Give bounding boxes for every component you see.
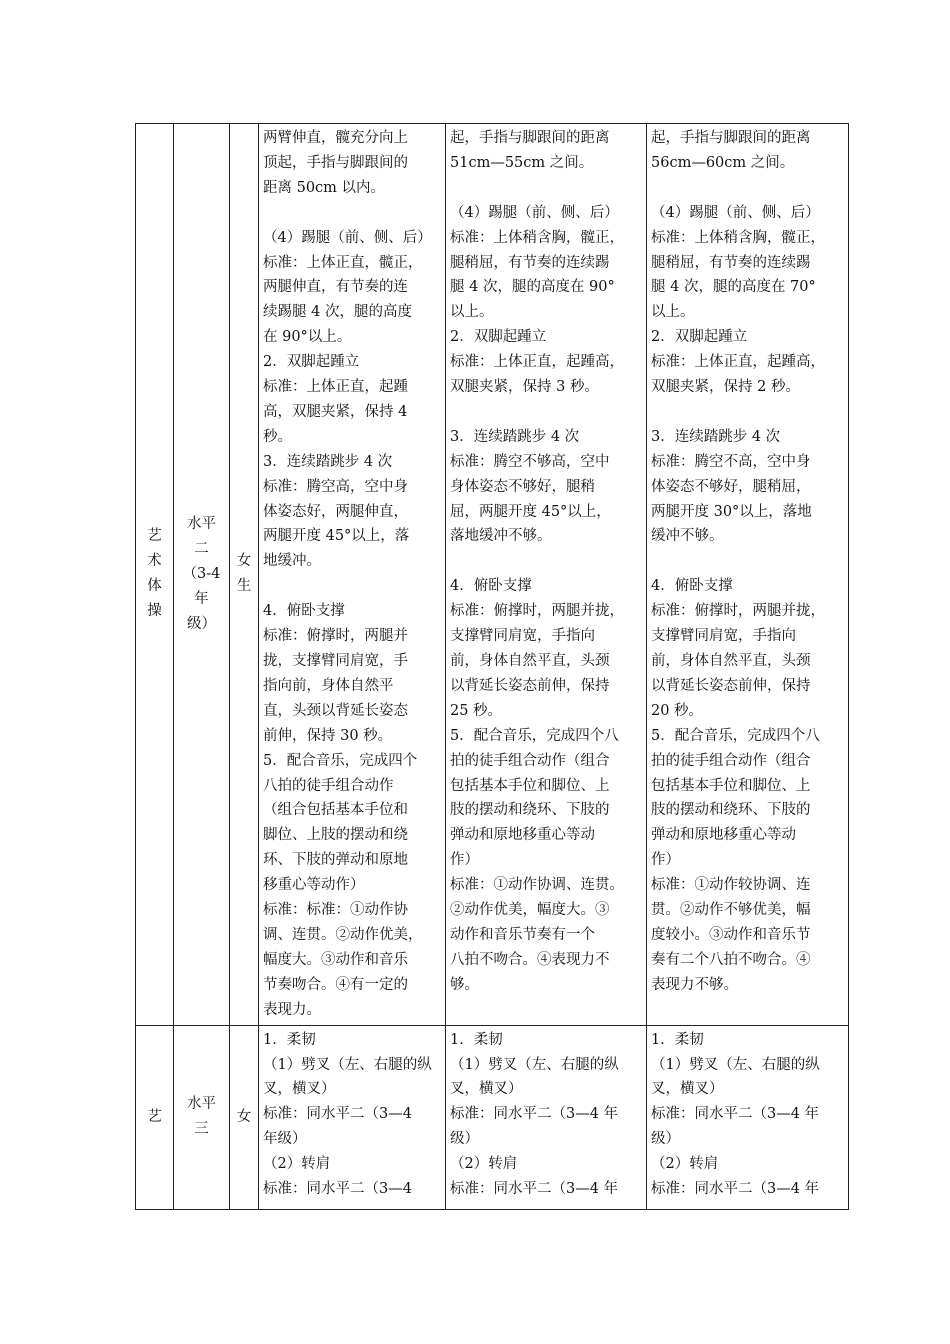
cell-label: （3-4: [182, 565, 221, 582]
cell-line: 八拍的徒手组合动作: [263, 777, 394, 794]
cell-line: 叉，横叉）: [651, 1081, 724, 1098]
cell-line: 5．配合音乐，完成四个八: [651, 727, 820, 744]
cell-line: 腿稍屈，有节奏的连续踢: [450, 254, 610, 271]
cell-line: 以背延长姿态前伸，保持: [651, 677, 811, 694]
cell-line: 身体姿态不够好，腿稍: [450, 478, 595, 495]
cell-line: 指向前，身体自然平: [263, 677, 394, 694]
cell-line: 4．俯卧支撑: [651, 578, 733, 595]
cell-line: （2）转肩: [450, 1156, 518, 1173]
cell-line: 年级）: [263, 1131, 307, 1148]
cell-line: 双腿夹紧，保持 3 秒。: [450, 379, 599, 396]
cell-line: 以背延长姿态前伸，保持: [450, 677, 610, 694]
cell-line: 动作和音乐节奏有一个: [450, 926, 595, 943]
cell-line: 作）: [450, 852, 479, 869]
cell-line: 幅度大。③动作和音乐: [263, 951, 408, 968]
cell-line: （1）劈叉（左、右腿的纵: [263, 1056, 432, 1073]
cell-line: 4．俯卧支撑: [450, 578, 532, 595]
blank-line: [450, 400, 642, 425]
cell-line: ②动作优美，幅度大。③: [450, 902, 610, 919]
cell-line: 级）: [450, 1131, 479, 1148]
cell-line: 落地缓冲不够。: [450, 528, 552, 545]
cell-line: 腿 4 次，腿的高度在 90°: [450, 279, 615, 296]
cell-line: 1．柔韧: [450, 1031, 503, 1048]
cell-line: 包括基本手位和脚位、上: [651, 777, 811, 794]
cell-line: 双腿夹紧，保持 2 秒。: [651, 379, 800, 396]
cell-line: （组合包括基本手位和: [263, 802, 408, 819]
standard-good-cell: [446, 1025, 647, 1209]
cell-line: 标准：同水平二（3—4 年: [651, 1106, 820, 1123]
cell-line: 标准：上体正直，起踵: [263, 379, 408, 396]
cell-line: 5．配合音乐，完成四个八: [450, 727, 619, 744]
cell-line: 肢的摆动和绕环、下肢的: [450, 802, 610, 819]
cell-label: 水平: [187, 1096, 216, 1113]
cell-line: 标准：俯撑时，两腿并拢，: [450, 603, 624, 620]
cell-line: 1．柔韧: [651, 1031, 704, 1048]
cell-line: 标准：俯撑时，两腿并: [263, 628, 408, 645]
cell-line: 5．配合音乐，完成四个: [263, 752, 418, 769]
cell-line: 体姿态不够好，腿稍屈，: [651, 478, 811, 495]
cell-label: 年: [194, 590, 209, 607]
cell-line: 续踢腿 4 次，腿的高度: [263, 304, 412, 321]
standards-table: [135, 123, 849, 1210]
cell-line: 高，双腿夹紧，保持 4: [263, 403, 408, 420]
cell-line: 标准：腾空不够高，空中: [450, 453, 610, 470]
cell-line: 在 90°以上。: [263, 329, 352, 346]
cell-line: 以上。: [450, 304, 494, 321]
cell-line: 起，手指与脚跟间的距离: [450, 130, 610, 146]
cell-line: 作）: [651, 852, 680, 869]
cell-label: 操: [147, 603, 162, 620]
cell-line: 调、连贯。②动作优美，: [263, 926, 423, 943]
cell-line: 4．俯卧支撑: [263, 603, 345, 620]
standard-pass-cell: [647, 124, 849, 1026]
cell-line: 3．连续踏跳步 4 次: [651, 428, 781, 445]
cell-line: 级）: [651, 1131, 680, 1148]
cell-line: 2．双脚起踵立: [651, 329, 748, 346]
cell-line: 移重心等动作）: [263, 877, 365, 894]
cell-line: 标准：①动作协调、连贯。: [450, 877, 624, 894]
cell-line: 起，手指与脚跟间的距离: [651, 130, 811, 146]
table-row: [136, 124, 849, 1026]
cell-line: 标准：①动作较协调、连: [651, 877, 811, 894]
cell-line: 标准：标准：①动作协: [263, 902, 408, 919]
cell-line: （2）转肩: [263, 1156, 331, 1173]
table-row: [136, 1025, 849, 1209]
standard-excellent-cell: [259, 1025, 446, 1209]
cell-line: 够。: [450, 976, 479, 993]
cell-line: 奏有二个八拍不吻合。④: [651, 951, 811, 968]
standard-good-cell: [446, 124, 647, 1026]
blank-line: [450, 176, 642, 201]
cell-line: 标准：上体稍含胸，髋正，: [651, 229, 825, 246]
level-cell: [174, 1025, 230, 1209]
cell-line: 脚位、上肢的摆动和绕: [263, 827, 408, 844]
cell-line: 标准：俯撑时，两腿并拢，: [651, 603, 825, 620]
blank-line: [651, 176, 844, 201]
cell-line: 弹动和原地移重心等动: [450, 827, 595, 844]
cell-line: 两腿伸直，有节奏的连: [263, 279, 408, 296]
cell-line: 前，身体自然平直，头颈: [450, 652, 610, 669]
cell-line: （4）踢腿（前、侧、后）: [263, 229, 432, 246]
blank-line: [263, 574, 441, 599]
cell-line: （1）劈叉（左、右腿的纵: [651, 1056, 820, 1073]
cell-line: 秒。: [263, 428, 292, 445]
cell-line: 以上。: [651, 304, 695, 321]
cell-label: 二: [194, 540, 209, 557]
cell-label: 术: [147, 553, 162, 570]
cell-line: 贯。②动作不够优美，幅: [651, 902, 811, 919]
cell-line: 叉，横叉）: [263, 1081, 336, 1098]
cell-label: 艺: [147, 528, 162, 545]
standard-pass-cell: [647, 1025, 849, 1209]
gender-cell: [230, 124, 259, 1026]
cell-label: 艺: [147, 1108, 162, 1125]
cell-line: 支撑臂同肩宽，手指向: [450, 628, 595, 645]
cell-line: 2．双脚起踵立: [263, 354, 360, 371]
cell-line: 包括基本手位和脚位、上: [450, 777, 610, 794]
level-cell: [174, 124, 230, 1026]
cell-line: 标准：上体稍含胸，髋正，: [450, 229, 624, 246]
cell-label: 体: [147, 578, 162, 595]
cell-line: 地缓冲。: [263, 553, 321, 570]
cell-line: 1．柔韧: [263, 1031, 316, 1048]
cell-line: 体姿态好，两腿伸直，: [263, 503, 408, 520]
cell-line: 表现力不够。: [651, 976, 738, 993]
blank-line: [263, 201, 441, 226]
cell-line: 环、下肢的弹动和原地: [263, 852, 408, 869]
cell-line: 八拍不吻合。④表现力不: [450, 951, 610, 968]
cell-line: 标准：同水平二（3—4 年: [450, 1106, 619, 1123]
category-cell: [136, 1025, 174, 1209]
cell-line: 腿稍屈，有节奏的连续踢: [651, 254, 811, 271]
cell-line: 缓冲不够。: [651, 528, 724, 545]
cell-label: 女: [236, 553, 252, 570]
cell-line: 直，头颈以背延长姿态: [263, 702, 408, 719]
cell-line: 顶起，手指与脚跟间的: [263, 154, 408, 171]
cell-line: 3．连续踏跳步 4 次: [263, 453, 393, 470]
gender-cell: [230, 1025, 259, 1209]
cell-line: 拍的徒手组合动作（组合: [450, 752, 610, 769]
cell-line: 两腿开度 45°以上，落: [263, 528, 410, 545]
cell-line: 前，身体自然平直，头颈: [651, 652, 811, 669]
blank-line: [651, 549, 844, 574]
blank-line: [450, 549, 642, 574]
cell-line: （1）劈叉（左、右腿的纵: [450, 1056, 619, 1073]
cell-line: 两臂伸直，髋充分向上: [263, 130, 408, 146]
cell-line: 标准：腾空不高，空中身: [651, 453, 811, 470]
cell-line: 弹动和原地移重心等动: [651, 827, 796, 844]
cell-line: 表现力。: [263, 1001, 321, 1018]
cell-line: 25 秒。: [450, 702, 503, 719]
cell-line: 距离 50cm 以内。: [263, 179, 386, 196]
cell-label: 三: [194, 1121, 209, 1138]
cell-label: 生: [236, 578, 252, 595]
cell-line: 标准：同水平二（3—4 年: [450, 1181, 619, 1198]
cell-line: 标准：上体正直，起踵高，: [450, 354, 624, 371]
cell-line: 标准：同水平二（3—4: [263, 1106, 412, 1123]
cell-line: 2．双脚起踵立: [450, 329, 547, 346]
cell-label: 水平: [187, 516, 216, 533]
cell-label: 级）: [187, 615, 216, 632]
cell-line: 标准：腾空高，空中身: [263, 478, 408, 495]
cell-line: 标准：同水平二（3—4 年: [651, 1181, 820, 1198]
cell-line: 两腿开度 30°以上，落地: [651, 503, 812, 520]
cell-line: 支撑臂同肩宽，手指向: [651, 628, 796, 645]
cell-line: 屈，两腿开度 45°以上，: [450, 503, 611, 520]
cell-line: 度较小。③动作和音乐节: [651, 926, 811, 943]
cell-line: （4）踢腿（前、侧、后）: [450, 204, 619, 221]
cell-line: 标准：上体正直，髋正，: [263, 254, 423, 271]
cell-line: 前伸，保持 30 秒。: [263, 727, 393, 744]
cell-line: （4）踢腿（前、侧、后）: [651, 204, 820, 221]
cell-line: 肢的摆动和绕环、下肢的: [651, 802, 811, 819]
blank-line: [651, 400, 844, 425]
cell-line: 叉，横叉）: [450, 1081, 523, 1098]
cell-line: 56cm—60cm 之间。: [651, 154, 795, 171]
cell-line: （2）转肩: [651, 1156, 719, 1173]
cell-line: 20 秒。: [651, 702, 704, 719]
cell-line: 拍的徒手组合动作（组合: [651, 752, 811, 769]
cell-line: 51cm—55cm 之间。: [450, 154, 594, 171]
cell-line: 标准：上体正直，起踵高，: [651, 354, 825, 371]
cell-line: 3．连续踏跳步 4 次: [450, 428, 580, 445]
category-cell: [136, 124, 174, 1026]
cell-line: 腿 4 次，腿的高度在 70°: [651, 279, 816, 296]
cell-label: 女: [236, 1108, 252, 1125]
standard-excellent-cell: [259, 124, 446, 1026]
cell-line: 标准：同水平二（3—4: [263, 1181, 412, 1198]
cell-line: 拢，支撑臂同肩宽，手: [263, 653, 408, 669]
cell-line: 节奏吻合。④有一定的: [263, 976, 408, 993]
